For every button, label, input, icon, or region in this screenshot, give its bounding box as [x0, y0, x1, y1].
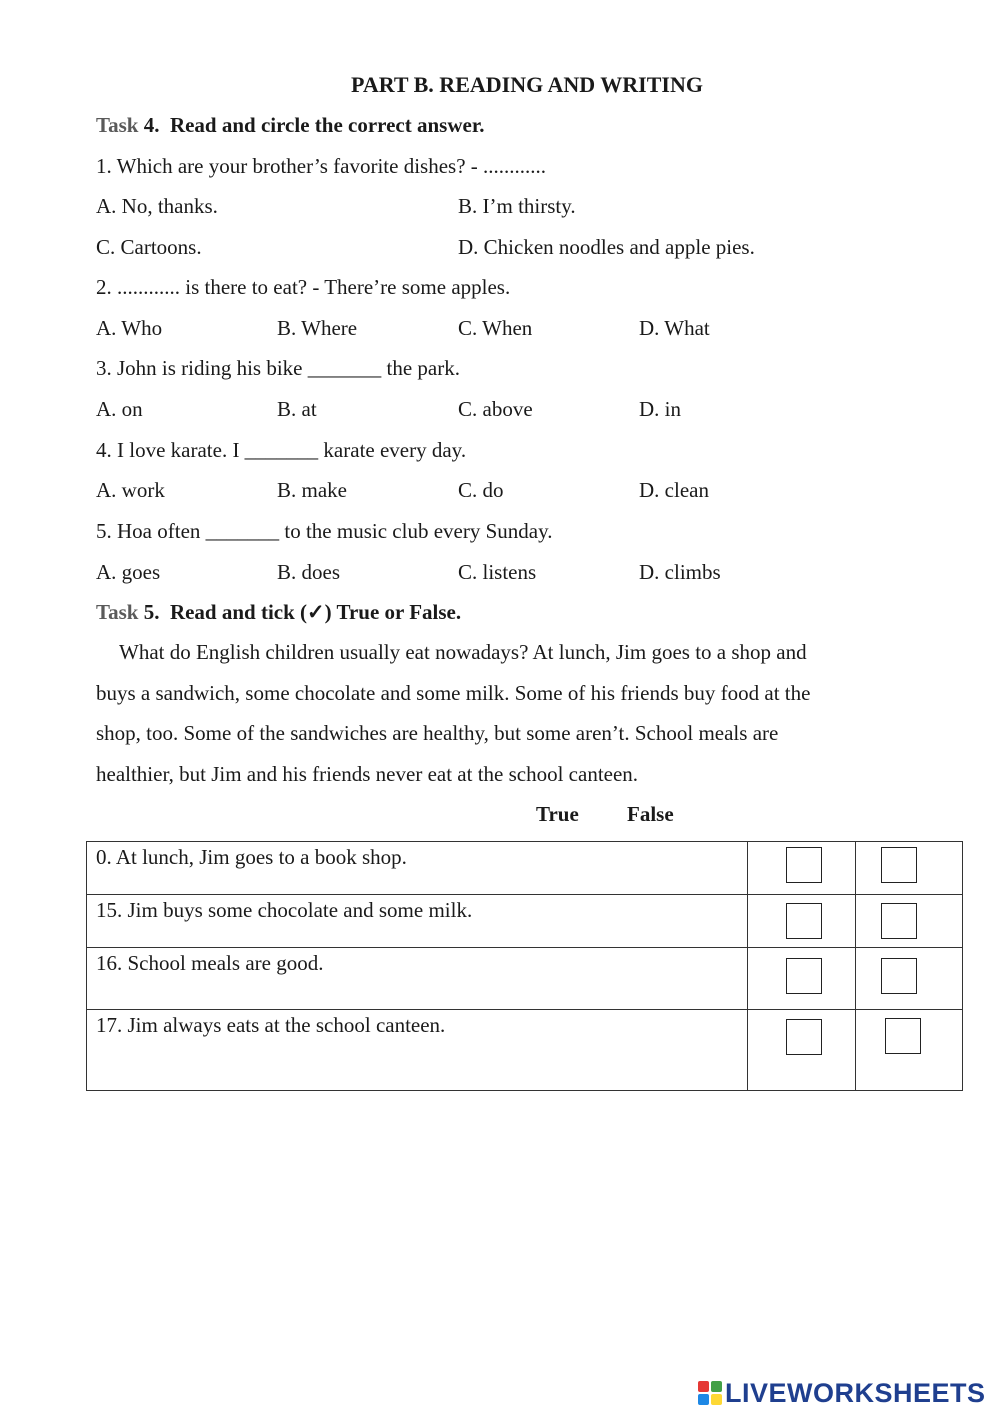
passage-line-1: What do English children usually eat nowadays? At lunch, Jim goes to a shop and: [119, 640, 807, 664]
q1-option-c[interactable]: C. Cartoons.: [96, 235, 202, 259]
statement-15: 15. Jim buys some chocolate and some milk.: [87, 895, 748, 948]
question-4: 4. I love karate. I _______ karate every day.: [96, 438, 467, 462]
q1-option-d[interactable]: D. Chicken noodles and apple pies.: [458, 235, 755, 259]
true-checkbox[interactable]: [786, 903, 822, 939]
passage-line-2: buys a sandwich, some chocolate and some milk. Some of his friends buy food at the: [96, 681, 811, 705]
question-5: 5. Hoa often _______ to the music club every Sunday.: [96, 519, 553, 543]
task5-word: Task: [96, 600, 139, 624]
q1-option-a[interactable]: A. No, thanks.: [96, 194, 218, 218]
q2-option-c[interactable]: C. When: [458, 316, 533, 340]
q3-option-c[interactable]: C. above: [458, 397, 533, 421]
q5-option-b[interactable]: B. does: [277, 560, 340, 584]
question-3: 3. John is riding his bike _______ the park.: [96, 356, 460, 380]
true-cell: [748, 1010, 855, 1091]
task4-heading: [96, 113, 484, 138]
table-row: [87, 948, 963, 1010]
q3-option-a[interactable]: A. on: [96, 397, 143, 421]
true-cell: [748, 842, 855, 895]
table-row: [87, 895, 963, 948]
false-checkbox[interactable]: [881, 847, 917, 883]
q4-option-a[interactable]: A. work: [96, 478, 165, 502]
column-true-header: True: [536, 802, 579, 826]
passage-line-4: healthier, but Jim and his friends never eat at the school canteen.: [96, 762, 639, 786]
statement-17: 17. Jim always eats at the school canteen.: [87, 1010, 748, 1091]
false-cell: [855, 948, 962, 1010]
liveworksheets-logo-text: LIVEWORKSHEETS: [725, 1377, 986, 1408]
question-2: 2. ............ is there to eat? - There’re some apples.: [96, 275, 511, 299]
task5-heading: [96, 600, 461, 625]
q4-option-c[interactable]: C. do: [458, 478, 504, 502]
q2-option-d[interactable]: D. What: [639, 316, 710, 340]
passage-line-3: shop, too. Some of the sandwiches are healthy, but some aren’t. School meals are: [96, 721, 779, 745]
liveworksheets-logo-icon: [697, 1380, 723, 1406]
q4-option-b[interactable]: B. make: [277, 478, 347, 502]
q2-option-a[interactable]: A. Who: [96, 316, 163, 340]
question-1: 1. Which are your brother’s favorite dishes? - ............: [96, 154, 547, 178]
true-cell: [748, 948, 855, 1010]
true-checkbox[interactable]: [786, 1019, 822, 1055]
q5-option-d[interactable]: D. climbs: [639, 560, 721, 584]
q2-option-b[interactable]: B. Where: [277, 316, 358, 340]
q1-option-b[interactable]: B. I’m thirsty.: [458, 194, 576, 218]
q4-option-d[interactable]: D. clean: [639, 478, 709, 502]
liveworksheets-logo: [697, 1378, 986, 1408]
q3-option-b[interactable]: B. at: [277, 397, 317, 421]
task5-instruction: Read and tick (✓) True or False.: [169, 600, 462, 624]
q5-option-c[interactable]: C. listens: [458, 560, 537, 584]
true-cell: [748, 895, 855, 948]
q3-option-d[interactable]: D. in: [639, 397, 681, 421]
statement-16: 16. School meals are good.: [87, 948, 748, 1010]
false-cell: [855, 895, 962, 948]
false-checkbox[interactable]: [881, 903, 917, 939]
false-checkbox[interactable]: [885, 1018, 921, 1054]
task4-number: 4.: [143, 113, 160, 137]
false-cell: [855, 842, 962, 895]
true-checkbox[interactable]: [786, 958, 822, 994]
false-cell: [855, 1010, 962, 1091]
page-title: PART B. READING AND WRITING: [351, 72, 703, 97]
false-checkbox[interactable]: [881, 958, 917, 994]
q5-option-a[interactable]: A. goes: [96, 560, 161, 584]
true-false-table: [86, 841, 963, 1091]
table-row: [87, 1010, 963, 1091]
task5-number: 5.: [143, 600, 160, 624]
true-checkbox[interactable]: [786, 847, 822, 883]
task4-word: Task: [96, 113, 139, 137]
statement-0: 0. At lunch, Jim goes to a book shop.: [87, 842, 748, 895]
column-false-header: False: [627, 802, 674, 826]
task4-instruction: Read and circle the correct answer.: [169, 113, 485, 137]
table-row: [87, 842, 963, 895]
